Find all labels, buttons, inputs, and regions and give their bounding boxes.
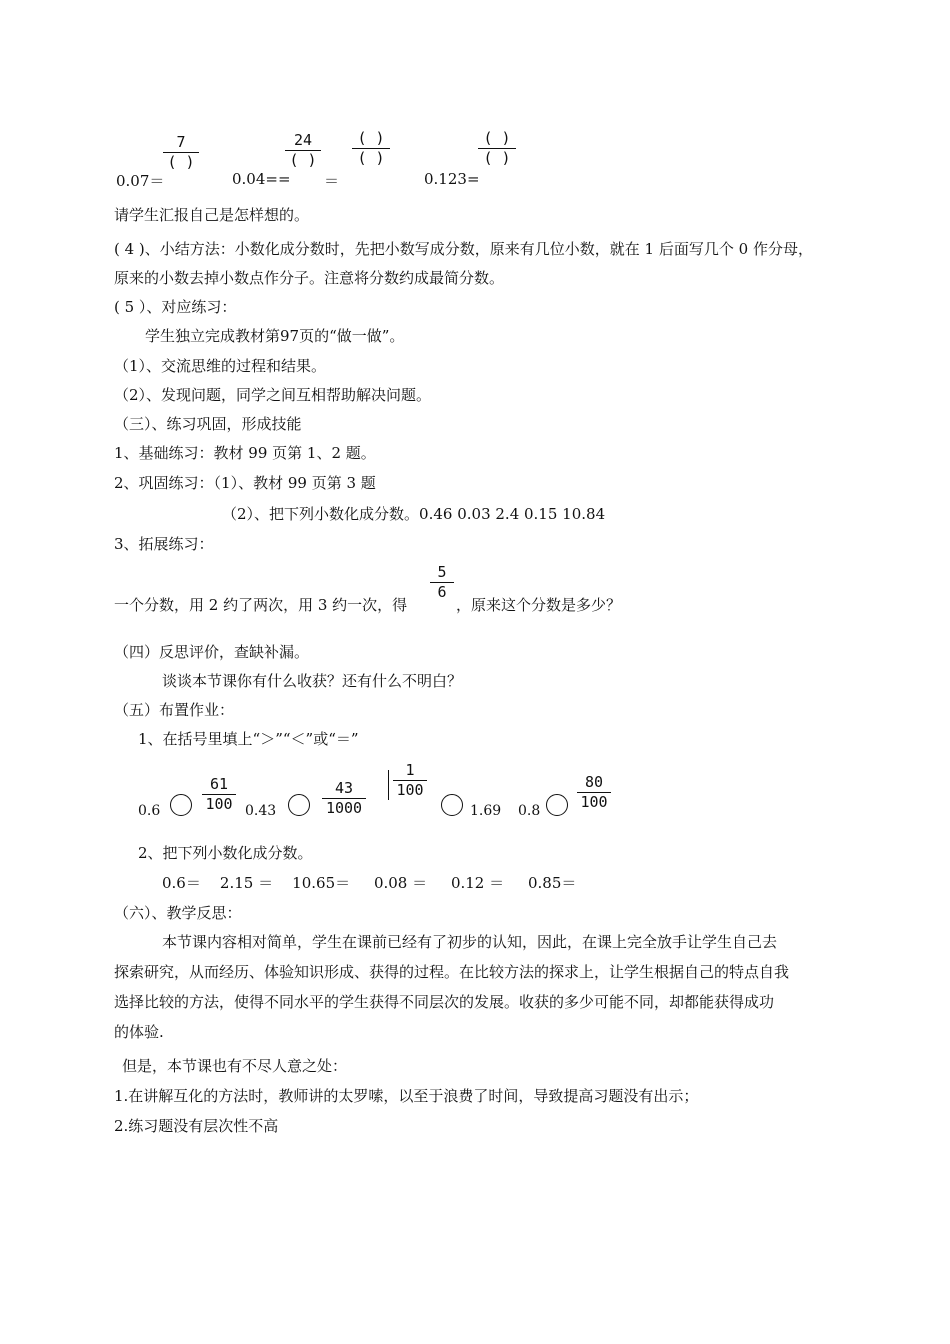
extension-fraction [430, 564, 454, 601]
compare-a-denominator: 100 [205, 795, 233, 813]
section5-question2-items: 0.6＝ 2.15 ＝ 10.65＝ 0.08 ＝ 0.12 ＝ 0.85＝ [162, 874, 577, 892]
text-line-report: 请学生汇报自己是怎样想的。 [114, 206, 310, 224]
compare-c-denominator: 100 [396, 781, 424, 799]
text-line-convert-list: （2）、把下列小数化成分数。0.46 0.03 2.4 0.15 10.84 [222, 505, 606, 523]
fraction-b2-denominator: ( ) [357, 149, 385, 167]
compare-b-fraction [322, 780, 366, 817]
text-line-textbook: 学生独立完成教材第97页的“做一做”。 [145, 327, 405, 345]
text-line-practice-heading: ( 5 ）、对应练习： [114, 298, 237, 316]
section6-but: 但是，本节课也有不尽人意之处： [122, 1057, 348, 1075]
compare-b-left: 0.43 [245, 803, 277, 819]
fraction-b-denominator: ( ) [289, 151, 317, 169]
compare-b-numerator: 43 [334, 779, 354, 797]
section5-question2: 2、把下列小数化成分数。 [138, 844, 313, 862]
text-line-section3: （三）、练习巩固，形成技能 [114, 415, 302, 433]
text-line-basic-practice: 1、基础练习：教材 99 页第 1、2 题。 [114, 444, 376, 462]
text-line-exchange: （1）、交流思维的过程和结果。 [114, 357, 327, 375]
compare-c-right: 1.69 [470, 803, 502, 819]
compare-b-denominator: 1000 [325, 799, 363, 817]
compare-c-circle[interactable] [441, 794, 463, 816]
compare-b-circle[interactable] [288, 794, 310, 816]
section4-body: 谈谈本节课你有什么收获？还有什么不明白？ [162, 672, 463, 690]
section5-question1: 1、在括号里填上“＞”“＜”或“＝” [138, 730, 359, 748]
extension-text-after: ，原来这个分数是多少？ [456, 596, 622, 614]
compare-c-numerator: 1 [405, 761, 415, 779]
compare-d-circle[interactable] [546, 794, 568, 816]
compare-d-denominator: 100 [580, 793, 608, 811]
compare-c-fraction [393, 762, 427, 799]
compare-d-numerator: 80 [584, 773, 604, 791]
fraction-b-equals: ＝ [324, 172, 340, 190]
fraction-c-denominator: ( ) [483, 149, 511, 167]
compare-a-fraction [202, 776, 236, 813]
section6-para1-line4: 的体验. [114, 1023, 164, 1041]
text-line-discover: （2）、发现问题，同学之间互相帮助解决问题。 [114, 386, 432, 404]
section6-para1-line3: 选择比较的方法，使得不同水平的学生获得不同层次的发展。收获的多少可能不同，却都能获得成功 [114, 993, 775, 1011]
fraction-b [285, 132, 321, 169]
extension-fraction-denominator: 6 [437, 583, 447, 601]
compare-a-numerator: 61 [209, 775, 229, 793]
fraction-b2-numerator: ( ) [357, 129, 385, 147]
fraction-c [478, 130, 516, 167]
compare-a-left: 0.6 [138, 803, 161, 819]
fraction-c-numerator: ( ) [483, 129, 511, 147]
text-line-consolidate: 2、巩固练习：（1）、教材 99 页第 3 题 [114, 474, 376, 492]
section4-title: （四）反思评价，查缺补漏。 [114, 643, 310, 661]
extension-text-before: 一个分数，用 2 约了两次，用 3 约一次，得 [114, 596, 408, 614]
fraction-c-label: 0.123= [424, 170, 480, 188]
fraction-b-numerator: 24 [293, 131, 313, 149]
compare-d-left: 0.8 [518, 803, 541, 819]
fraction-a-numerator: 7 [176, 133, 186, 151]
section5-title: （五）布置作业： [114, 701, 235, 719]
text-line-summary-2: 原来的小数去掉小数点作分子。注意将分数约成最简分数。 [114, 269, 505, 287]
section6-title: （六）、教学反思： [114, 904, 242, 922]
compare-c-bracket [388, 770, 389, 800]
section6-item2: 2.练习题没有层次性不高 [114, 1117, 279, 1135]
section6-para1-line2: 探索研究，从而经历、体验知识形成、获得的过程。在比较方法的探求上，让学生根据自己的特点自我 [114, 963, 790, 981]
text-line-summary-1: ( 4 )、小结方法：小数化成分数时，先把小数写成分数，原来有几位小数，就在 1 后面写几个 0 作分母， [114, 240, 813, 258]
fraction-a [163, 134, 199, 171]
fraction-b2 [352, 130, 390, 167]
section6-para1-line1: 本节课内容相对简单，学生在课前已经有了初步的认知，因此，在课上完全放手让学生自己去 [162, 933, 778, 951]
section6-item1: 1.在讲解互化的方法时，教师讲的太罗嗦，以至于浪费了时间，导致提高习题没有出示； [114, 1087, 699, 1105]
extension-fraction-numerator: 5 [437, 563, 447, 581]
fraction-a-denominator: ( ) [167, 153, 195, 171]
text-line-extension: 3、拓展练习： [114, 535, 214, 553]
fraction-a-label: 0.07＝ [116, 172, 165, 190]
compare-d-fraction [577, 774, 611, 811]
compare-a-circle[interactable] [170, 794, 192, 816]
fraction-b-label: 0.04== [232, 170, 291, 188]
